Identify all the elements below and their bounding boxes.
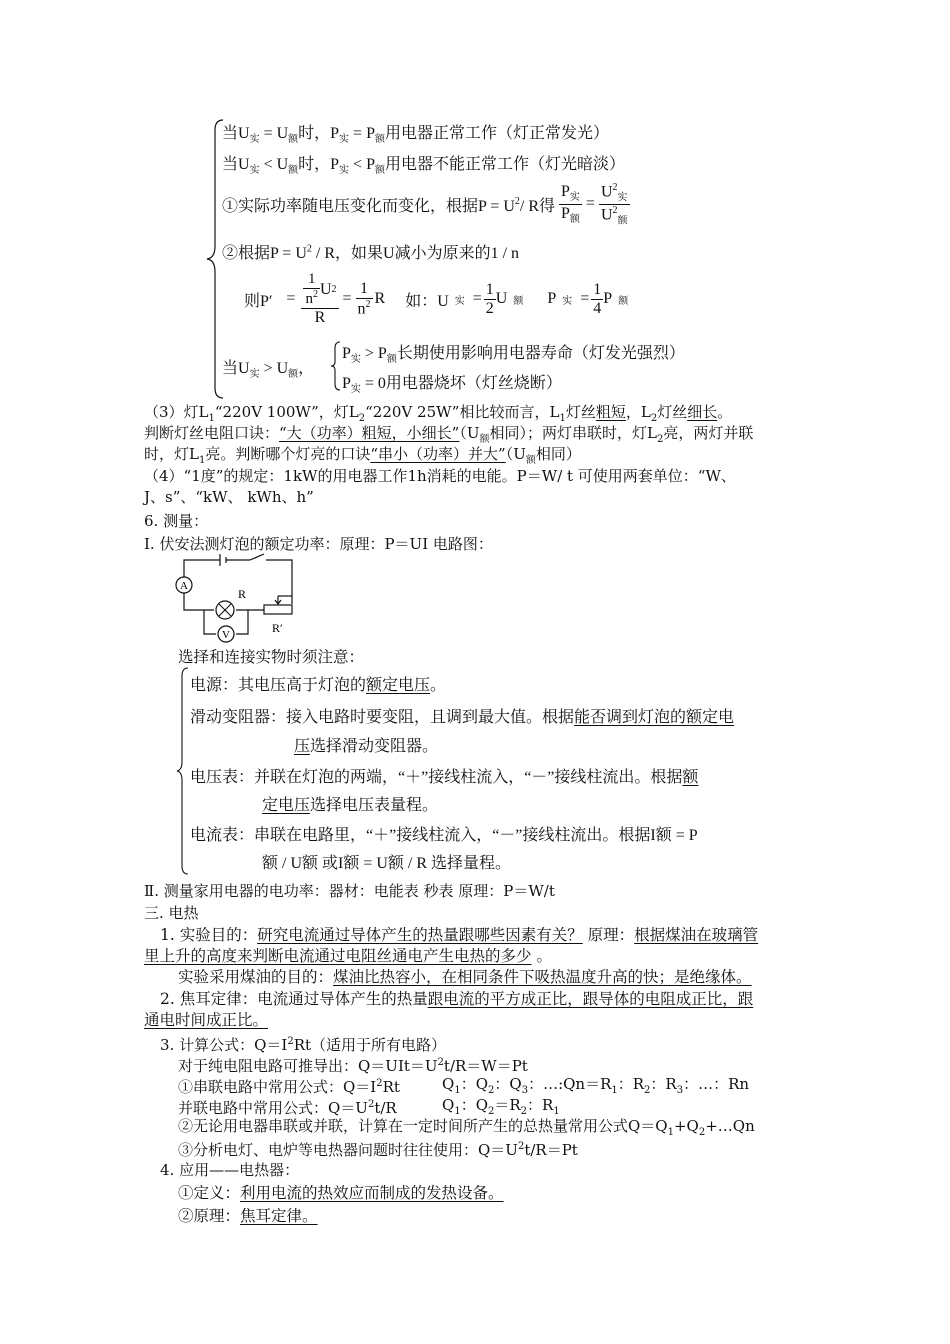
section-6-i-title: Ⅰ. 伏安法测灯泡的额定功率：原理：P＝UI 电路图： <box>144 535 493 553</box>
heat-application: 4. 应用——电热器： <box>160 1161 300 1179</box>
circuit-diagram <box>168 552 308 644</box>
heat-app-principle: ②原理：焦耳定律。 <box>178 1207 318 1225</box>
notes-title: 选择和连接实物时须注意： <box>178 648 365 666</box>
rheostat-body <box>264 605 292 614</box>
heat-app-definition: ①定义：利用电流的热效应而制成的发热设备。 <box>178 1184 504 1202</box>
rheostat-label: R′ <box>272 621 283 635</box>
note-rheostat-cont: 压选择滑动变阻器。 <box>294 738 439 755</box>
note-ammeter-cont: 额 / U额 或I额 = U额 / R 选择量程。 <box>262 855 512 872</box>
small-brace <box>330 340 342 392</box>
voltmeter <box>218 626 234 642</box>
section-6-ii: Ⅱ. 测量家用电器的电功率：器材：电能表 秒表 原理：P＝W/t <box>144 882 555 900</box>
note-voltmeter-cont: 定电压选择电压表量程。 <box>262 797 439 814</box>
heat-total: ②无论用电器串联或并联，计算在一定时间所产生的总热量常用公式$Q=Q_1+Q_2+\dots Qn$ <box>178 1117 755 1138</box>
case-equal: 当$U_实 = U_额$时，$P_实 = P_额$用电器正常工作（灯正常发光） <box>222 125 609 146</box>
ammeter <box>176 577 192 593</box>
heat-heater-analysis: ③分析电灯、电炉等电热器问题时往往使用：$Q=U^2t/R=Pt$ <box>178 1141 578 1159</box>
heat-joule-law-b: 通电时间成正比。 <box>144 1011 269 1029</box>
case-greater-line2: $P_实 = 0$用电器烧坏（灯丝烧断） <box>342 375 562 396</box>
case-less: 当$U_实 < U_额$时，$P_实 < P_额$用电器不能正常工作（灯光暗淡） <box>222 156 625 177</box>
switch-lever <box>250 554 264 560</box>
heat-parallel-ratio: $Q_1$：$Q_2=R_2$：$R_1$ <box>442 1096 560 1117</box>
heat-exp-1: 1. 实验目的：研究电流通过导体产生的热量跟哪些因素有关？ 原理：根据煤油在玻璃管 <box>160 926 759 944</box>
case-pprime: 则P′ = $\frac{1}{n^2}$ U 2 R = $\frac{1}{n^2}$ R 如：U 实 = $\frac{1}{2}$ U 额 P 实 = $\frac{1}{4}$ P 额 <box>244 271 629 326</box>
heat-series: ①串联电路中常用公式：$Q=I^2Rt$ <box>178 1078 400 1096</box>
p4-line2: J、s”、“kW、 kWh、h” <box>144 488 314 506</box>
note-power: 电源：其电压高于灯泡的额定电压。 <box>190 677 447 694</box>
heat-formula-pure: 对于纯电阻电路可推导出：$Q=UIt=U^2t/R=W=Pt$ <box>178 1057 528 1075</box>
p3-line2: 判断灯丝电阻口诀：“大（功率）粗短，小细长$”(U_额$相同）；两灯串联时，灯$L_2$亮，两灯并联 <box>144 424 754 445</box>
voltmeter-label: V <box>222 629 230 641</box>
heat-parallel: 并联电路中常用公式：$Q=U^2t/R$ <box>178 1099 397 1117</box>
section-6-title: 6. 测量： <box>144 512 209 530</box>
notes-brace <box>176 666 190 876</box>
heat-exp-1b: 里上升的高度来判断电流通过电阻丝通电产生电热的多少 。 <box>144 947 552 965</box>
case-greater-line1: $P_实 > P_额$长期使用影响用电器寿命（灯发光强烈） <box>342 345 685 366</box>
p3-line1: （3）灯$L_1“220V$ 100W”，灯$L_2“220V$ 25W”相比较而言，$L_1$灯丝粗短，$L_2$灯丝细长。 <box>144 403 733 424</box>
lamp-label: R <box>238 587 247 601</box>
heat-exp-kerosene: 实验采用煤油的目的：煤油比热容小，在相同条件下吸热温度升高的快；是绝缘体。 <box>178 968 752 986</box>
ammeter-label: A <box>180 580 188 592</box>
heat-series-ratio: $Q_1$：$Q_2$：$Q_3$：$\dots:Qn=R_1$：$R_2$：$R_3$：…：Rn <box>442 1075 750 1096</box>
case-reduce: ②根据$P = U^2 / R$，如果U减小为原来的1 / n <box>222 243 520 262</box>
note-ammeter: 电流表：串联在电路里，“＋”接线柱流入，“－”接线柱流出。根据I额 = P <box>190 827 698 844</box>
case-greater: 当$U_实 > U_额$， <box>222 360 315 381</box>
lamp <box>216 587 246 619</box>
heat-formula: 3. 计算公式：$Q=I^2Rt$（适用于所有电路） <box>160 1036 447 1054</box>
heat-joule-law: 2. 焦耳定律：电流通过导体产生的热量跟电流的平方成正比，跟导体的电阻成正比，跟 <box>160 990 754 1008</box>
section-3-title: 三. 电热 <box>144 904 199 922</box>
p4-line1: （4）“1度”的规定：1kW的用电器工作1h消耗的电能。P＝W/ t 可使用两套单位：“W、 <box>144 467 736 485</box>
p3-line3: 时，灯$L_1$亮。判断哪个灯亮的口诀“串小（功率）并大$”(U_额$相同） <box>144 445 581 466</box>
case-ratio: ①实际功率随电压变化而变化，根据P = U $^2$ / R得 $\frac{P_实}{P_额}$ = $\frac{U^2_实}{U^2_额}$ <box>222 181 628 227</box>
note-voltmeter: 电压表：并联在灯泡的两端，“＋”接线柱流入，“－”接线柱流出。根据额 <box>190 769 699 786</box>
note-rheostat: 滑动变阻器：接入电路时要变阻，且调到最大值。根据能否调到灯泡的额定电 <box>190 709 735 726</box>
